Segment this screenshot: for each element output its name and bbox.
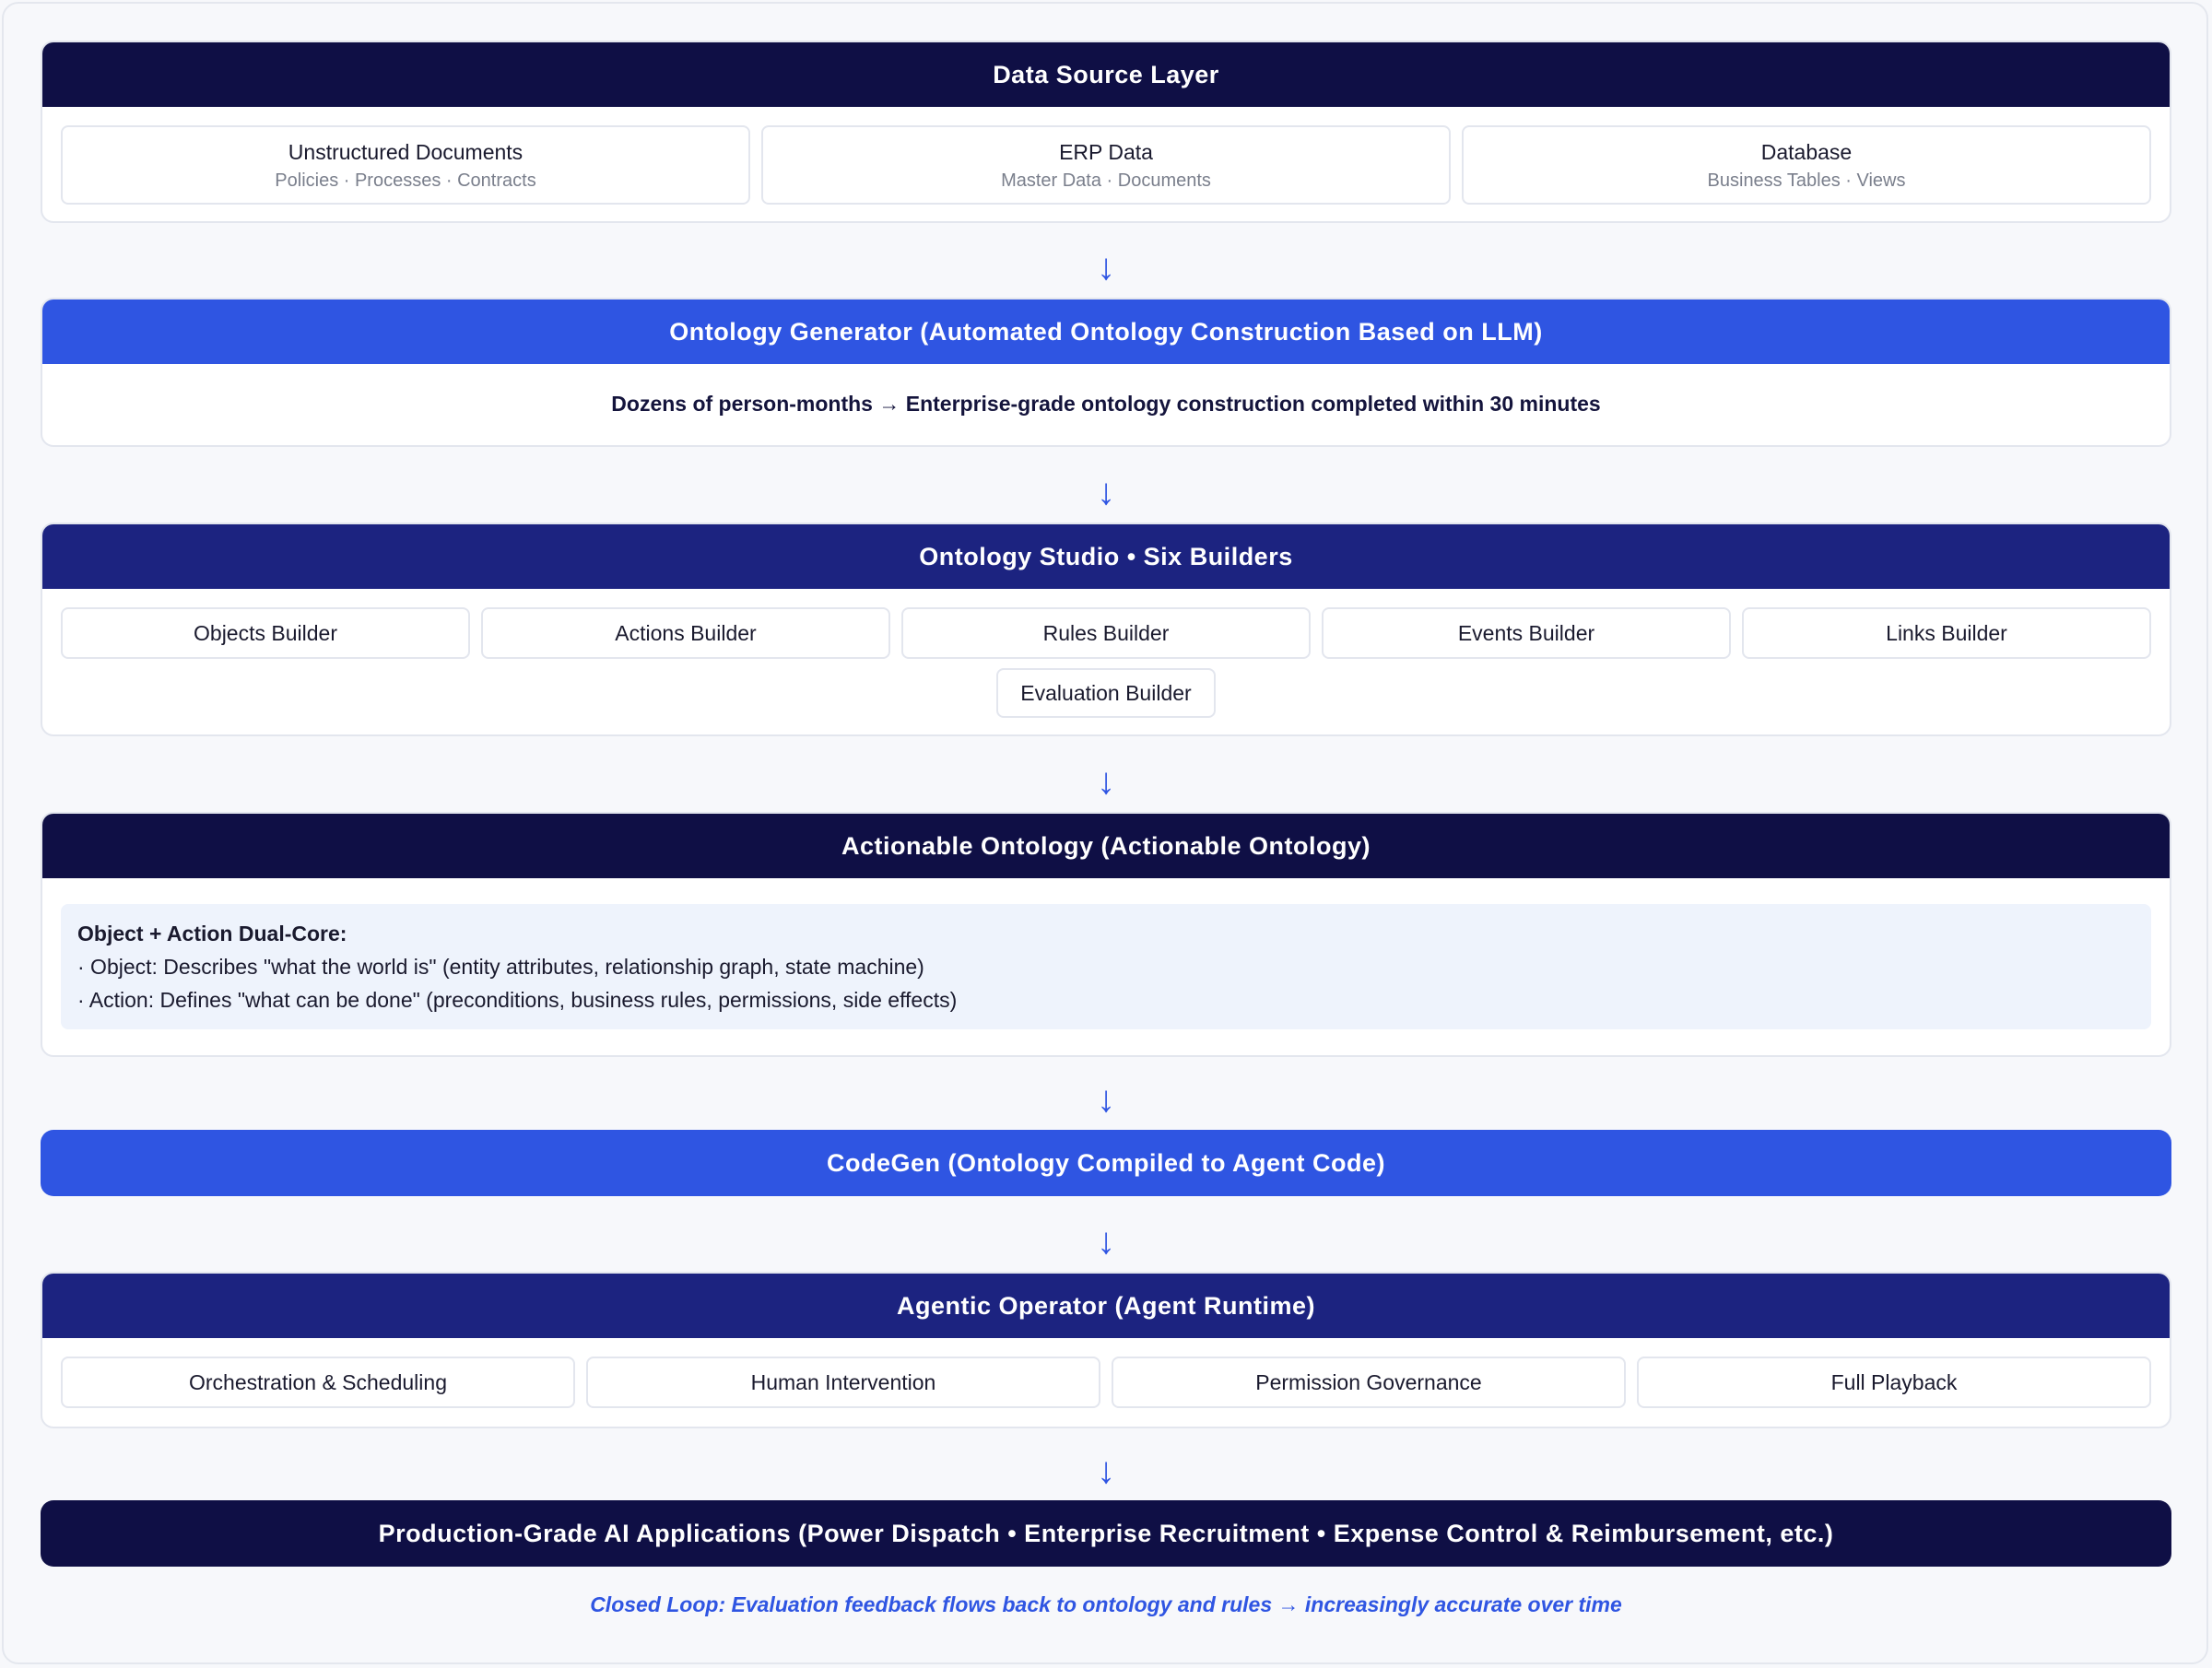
source-unstructured-documents [61,125,750,205]
source-database [1462,125,2151,205]
data-source-section [41,41,2171,223]
closed-loop-note: Closed Loop: Evaluation feedback flows back to ontology and rules → increasingly accurate over time [590,1592,1622,1616]
operator-human-intervention: Human Intervention [586,1357,1100,1408]
operator-section [41,1272,2171,1428]
builder-rules: Rules Builder [901,607,1311,659]
builder-links: Links Builder [1742,607,2151,659]
codegen-section [41,1130,2171,1196]
dual-core-panel [61,904,2151,1029]
generator-title: Ontology Generator (Automated Ontology Construction Based on LLM) [42,300,2170,364]
builder-objects: Objects Builder [61,607,470,659]
builder-actions: Actions Builder [481,607,890,659]
object-line: · Object: Describes "what the world is" (entity attributes, relationship graph, state machine) [77,955,924,979]
builder-evaluation: Evaluation Builder [996,668,1216,718]
data-source-title: Data Source Layer [42,42,2170,107]
operator-full-playback: Full Playback [1637,1357,2151,1408]
actionable-title: Actionable Ontology (Actionable Ontology) [42,814,2170,878]
studio-section [41,523,2171,736]
source-title: ERP Data [1059,140,1153,164]
builder-events: Events Builder [1322,607,1731,659]
down-arrow-icon: ↓ [1097,761,1115,802]
source-title: Unstructured Documents [288,140,524,164]
down-arrow-icon: ↓ [1097,247,1115,288]
down-arrow-icon: ↓ [1097,1451,1115,1491]
down-arrow-icon: ↓ [1097,472,1115,512]
operator-permission-governance: Permission Governance [1112,1357,1626,1408]
operator-title: Agentic Operator (Agent Runtime) [42,1274,2170,1338]
source-subtitle: Master Data · Documents [1001,170,1211,191]
operator-orchestration: Orchestration & Scheduling [61,1357,575,1408]
source-erp-data [761,125,1451,205]
source-title: Database [1760,140,1853,164]
codegen-title: CodeGen (Ontology Compiled to Agent Code) [41,1130,2171,1196]
applications-title: Production-Grade AI Applications (Power Dispatch • Enterprise Recruitment • Expense Control & Reimbursement, etc.) [41,1500,2171,1567]
actionable-section [41,812,2171,1057]
generator-highlight: Dozens of person-months → Enterprise-grade ontology construction completed within 30 minutes [611,392,1601,416]
down-arrow-icon: ↓ [1097,1079,1115,1120]
dual-core-title: Object + Action Dual-Core: [77,922,347,946]
source-subtitle: Business Tables · Views [1707,170,1906,191]
applications-section [41,1500,2171,1567]
generator-section [41,298,2171,447]
source-subtitle: Policies · Processes · Contracts [275,170,536,191]
action-line: · Action: Defines "what can be done" (preconditions, business rules, permissions, side effects) [77,988,958,1012]
studio-title: Ontology Studio • Six Builders [42,524,2170,589]
down-arrow-icon: ↓ [1097,1221,1115,1262]
